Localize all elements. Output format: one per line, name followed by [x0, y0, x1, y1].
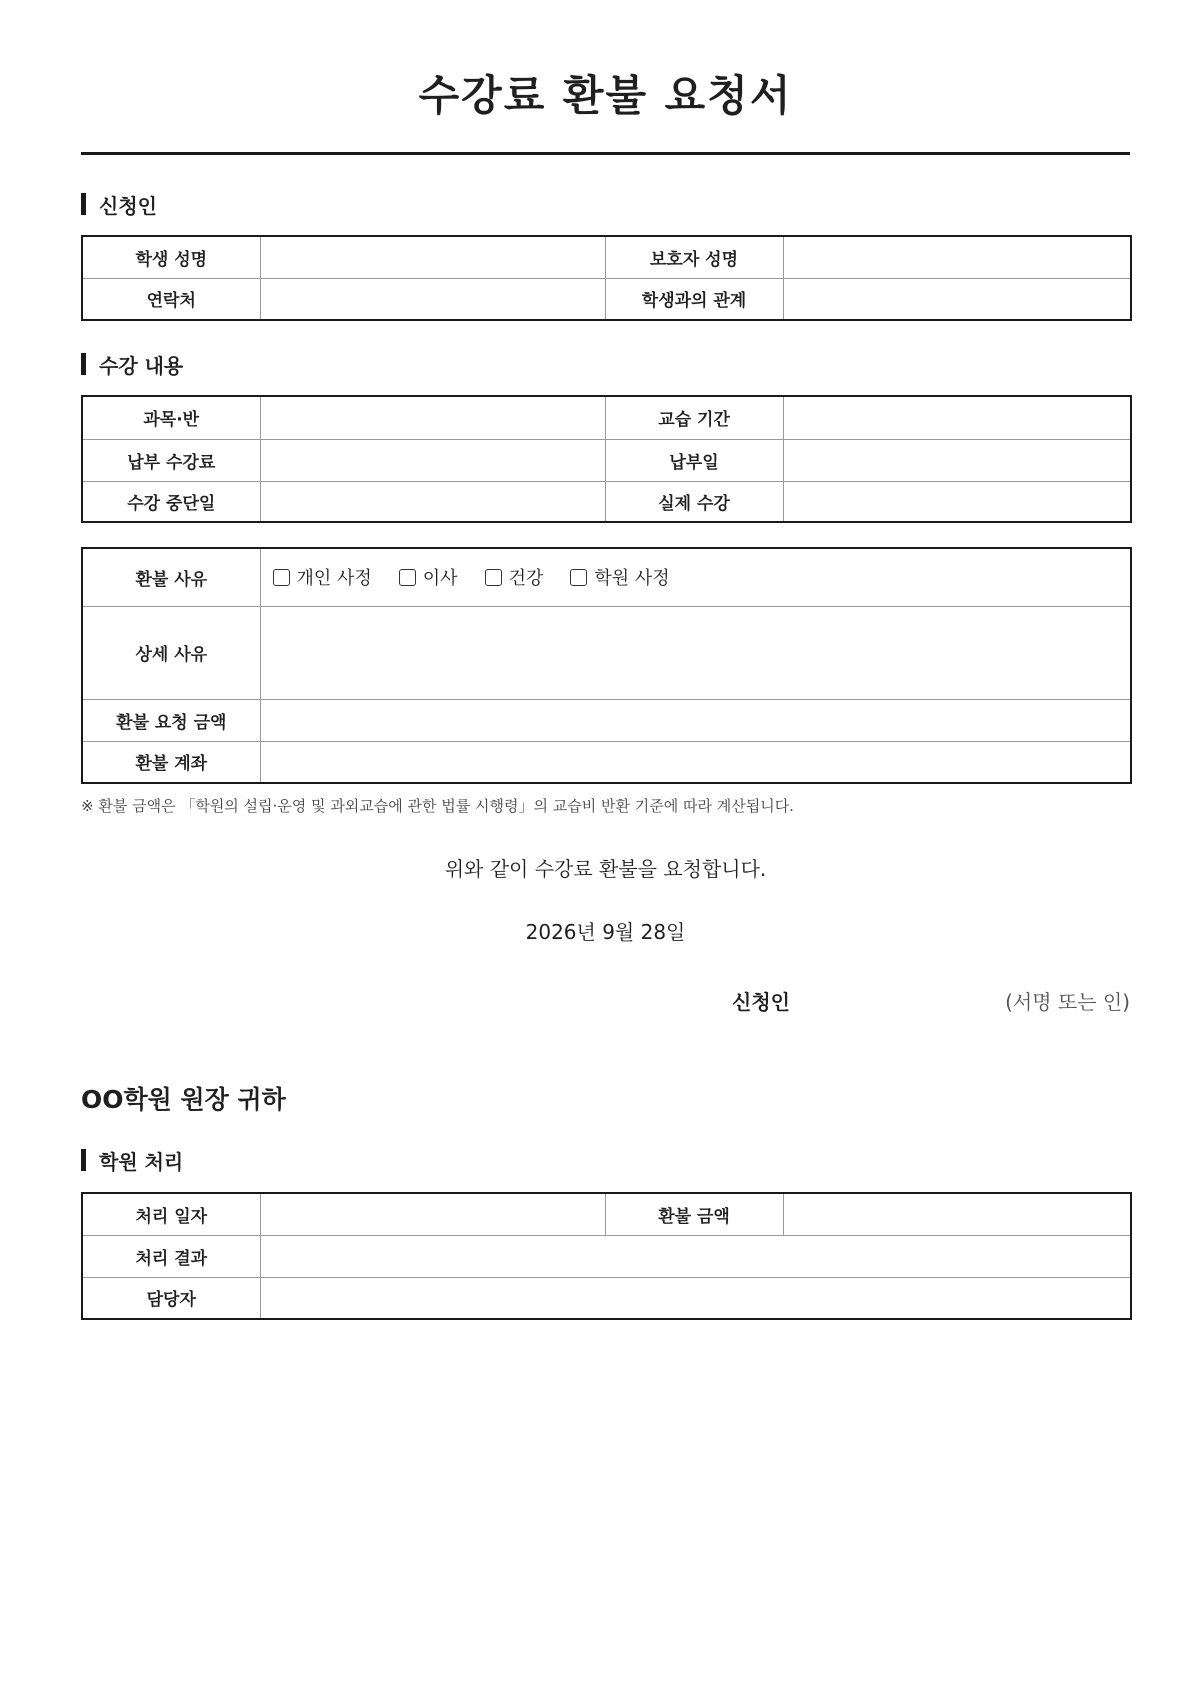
checkbox-icon[interactable] — [485, 569, 502, 586]
signature-field[interactable]: (서명 또는 인) — [1005, 990, 1130, 1014]
section-heading-text: 학원 처리 — [99, 1149, 184, 1174]
paid-fee-field[interactable] — [260, 439, 605, 481]
payment-date-label: 납부일 — [605, 439, 783, 481]
relation-label: 학생과의 관계 — [605, 278, 783, 320]
refund-amount-label: 환불 요청 금액 — [82, 699, 260, 741]
stop-date-label: 수강 중단일 — [82, 481, 260, 522]
reason-option-personal[interactable] — [273, 564, 372, 590]
subject-class-label: 과목·반 — [82, 396, 260, 439]
reason-checkbox-group — [261, 564, 1131, 590]
course-table — [81, 395, 1132, 523]
reason-option-label: 건강 — [508, 568, 544, 590]
checkbox-icon[interactable] — [399, 569, 416, 586]
contact-label: 연락처 — [82, 278, 260, 320]
heading-bar-icon — [81, 1149, 86, 1171]
section-heading-academy — [81, 1147, 183, 1173]
staff-label: 담당자 — [82, 1277, 260, 1319]
process-result-field[interactable] — [260, 1235, 1131, 1277]
refund-note: ※ 환불 금액은 「학원의 설립·운영 및 과외교습에 관한 법률 시행령」의 교습비 반환 기준에 따라 계산됩니다. — [81, 797, 794, 815]
student-name-label: 학생 성명 — [82, 236, 260, 278]
actual-attendance-field[interactable] — [783, 481, 1131, 522]
table-row — [82, 278, 1131, 320]
reason-option-academy[interactable] — [570, 564, 669, 590]
contact-field[interactable] — [260, 278, 605, 320]
refund-reason-options — [260, 548, 1131, 606]
section-heading-text: 수강 내용 — [99, 353, 184, 378]
student-name-field[interactable] — [260, 236, 605, 278]
table-row — [82, 741, 1131, 783]
applicant-table — [81, 235, 1132, 321]
table-row — [82, 606, 1131, 699]
tuition-period-label: 교습 기간 — [605, 396, 783, 439]
final-amount-label: 환불 금액 — [605, 1193, 783, 1235]
tuition-period-field[interactable] — [783, 396, 1131, 439]
relation-field[interactable] — [783, 278, 1131, 320]
section-heading-applicant — [81, 191, 157, 217]
actual-attendance-label: 실제 수강 — [605, 481, 783, 522]
refund-account-field[interactable] — [260, 741, 1131, 783]
academy-processing-table — [81, 1192, 1132, 1320]
process-result-label: 처리 결과 — [82, 1235, 260, 1277]
subject-class-field[interactable] — [260, 396, 605, 439]
checkbox-icon[interactable] — [273, 569, 290, 586]
detail-reason-field[interactable] — [260, 606, 1131, 699]
signature-label: 신청인 — [732, 990, 790, 1014]
section-heading-course — [81, 351, 183, 377]
checkbox-icon[interactable] — [570, 569, 587, 586]
reason-option-label: 학원 사정 — [594, 568, 670, 590]
staff-field[interactable] — [260, 1277, 1131, 1319]
document-title: 수강료 환불 요청서 — [418, 71, 793, 120]
table-row — [82, 548, 1131, 606]
addressee: OO학원 원장 귀하 — [81, 1085, 286, 1114]
title-divider — [81, 152, 1130, 155]
reason-option-moving[interactable] — [399, 564, 458, 590]
refund-table — [81, 547, 1132, 784]
table-row — [82, 1277, 1131, 1319]
process-date-label: 처리 일자 — [82, 1193, 260, 1235]
declaration-text: 위와 같이 수강료 환불을 요청합니다. — [444, 857, 767, 881]
table-row — [82, 481, 1131, 522]
table-row — [82, 1193, 1131, 1235]
reason-option-health[interactable] — [485, 564, 544, 590]
table-row — [82, 396, 1131, 439]
detail-reason-label: 상세 사유 — [82, 606, 260, 699]
refund-account-label: 환불 계좌 — [82, 741, 260, 783]
refund-reason-label: 환불 사유 — [82, 548, 260, 606]
final-amount-field[interactable] — [783, 1193, 1131, 1235]
payment-date-field[interactable] — [783, 439, 1131, 481]
refund-amount-field[interactable] — [260, 699, 1131, 741]
section-heading-text: 신청인 — [99, 193, 157, 218]
reason-option-label: 개인 사정 — [296, 568, 372, 590]
table-row — [82, 1235, 1131, 1277]
paid-fee-label: 납부 수강료 — [82, 439, 260, 481]
heading-bar-icon — [81, 193, 86, 215]
process-date-field[interactable] — [260, 1193, 605, 1235]
table-row — [82, 236, 1131, 278]
heading-bar-icon — [81, 353, 86, 375]
guardian-name-field[interactable] — [783, 236, 1131, 278]
reason-option-label: 이사 — [422, 568, 458, 590]
table-row — [82, 699, 1131, 741]
table-row — [82, 439, 1131, 481]
guardian-name-label: 보호자 성명 — [605, 236, 783, 278]
stop-date-field[interactable] — [260, 481, 605, 522]
request-date: 2026년 9월 28일 — [525, 920, 686, 944]
